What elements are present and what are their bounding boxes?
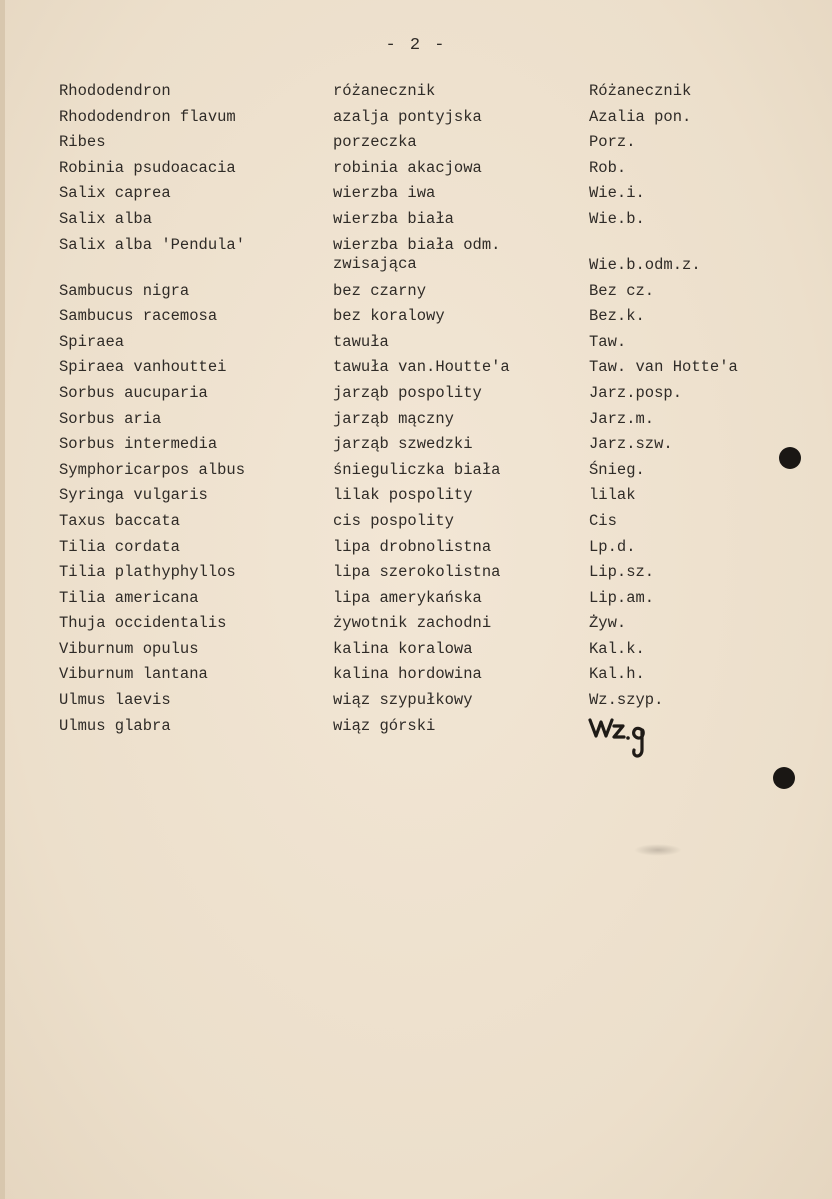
- table-row: [0, 333, 832, 359]
- abbreviation: Różanecznik: [589, 82, 692, 100]
- polish-name: jarząb mączny: [333, 409, 454, 428]
- abbreviation: Jarz.szw.: [589, 435, 673, 454]
- latin-name: Spiraea: [59, 332, 125, 351]
- polish-name: lipa amerykańska: [333, 588, 482, 607]
- latin-name: Taxus baccata: [59, 511, 180, 530]
- polish-name: lipa szerokolistna: [333, 563, 501, 582]
- table-row: [0, 563, 832, 589]
- latin-name: Viburnum lantana: [59, 665, 208, 684]
- polish-name: bez czarny: [333, 281, 427, 300]
- polish-name: wiąz szypułkowy: [333, 691, 473, 710]
- table-row: [0, 665, 832, 691]
- table-row: [0, 410, 832, 436]
- abbreviation: Lip.am.: [589, 588, 655, 607]
- polish-name: bez koralowy: [333, 307, 445, 326]
- abbreviation: Jarz.m.: [589, 409, 655, 428]
- table-row: [0, 435, 832, 461]
- latin-name: Thuja occidentalis: [59, 614, 227, 633]
- abbreviation: Żyw.: [589, 614, 627, 633]
- table-row: [0, 159, 832, 185]
- polish-name: kalina hordowina: [333, 665, 482, 684]
- abbreviation: Lp.d.: [589, 537, 636, 556]
- polish-name-line: wierzba biała odm.: [333, 235, 501, 254]
- table-row: [0, 108, 832, 134]
- latin-name: Sorbus aria: [59, 409, 162, 428]
- table-row: [0, 512, 832, 538]
- latin-name: Rhododendron: [59, 82, 171, 100]
- table-row: [0, 384, 832, 410]
- page-number: - 2 -: [385, 36, 447, 55]
- polish-name: lipa drobnolistna: [333, 537, 492, 556]
- abbreviation: Kal.k.: [589, 639, 645, 658]
- table-row: [0, 82, 832, 108]
- polish-name: porzeczka: [333, 133, 417, 152]
- polish-name: jarząb pospolity: [333, 383, 482, 402]
- table-row: [0, 210, 832, 236]
- table-row: [0, 691, 832, 717]
- polish-name: lilak pospolity: [333, 486, 473, 505]
- polish-name: wierzba biała: [333, 209, 454, 228]
- table-row: [0, 538, 832, 564]
- abbreviation: Wie.b.odm.z.: [589, 255, 701, 274]
- latin-name: Sorbus aucuparia: [59, 383, 208, 402]
- polish-name: żywotnik zachodni: [333, 614, 492, 633]
- table-row: [0, 640, 832, 666]
- table-row: [0, 589, 832, 615]
- latin-name: Ulmus laevis: [59, 691, 171, 710]
- latin-name: Robinia psudoacacia: [59, 158, 236, 177]
- abbreviation: Azalia pon.: [589, 107, 692, 126]
- latin-name: Ribes: [59, 133, 106, 152]
- abbreviation: Wie.i.: [589, 184, 645, 203]
- latin-name: Sambucus racemosa: [59, 307, 218, 326]
- latin-name: Ulmus glabra: [59, 716, 171, 735]
- plant-name-table: [0, 82, 832, 742]
- latin-name: Salix alba 'Pendula': [59, 235, 246, 254]
- abbreviation: Cis: [589, 511, 617, 530]
- latin-name: Spiraea vanhouttei: [59, 358, 227, 377]
- latin-name: Tilia plathyphyllos: [59, 563, 236, 582]
- polish-name: jarząb szwedzki: [333, 435, 473, 454]
- latin-name: Sorbus intermedia: [59, 435, 218, 454]
- table-row: [0, 307, 832, 333]
- handwritten-note: [588, 712, 658, 762]
- table-row: [0, 717, 832, 743]
- table-row: [0, 358, 832, 384]
- polish-name: wiąz górski: [333, 716, 436, 735]
- table-row: [0, 133, 832, 159]
- ink-smudge: [634, 844, 682, 856]
- abbreviation: Śnieg.: [589, 460, 645, 479]
- abbreviation: Wie.b.: [589, 209, 645, 228]
- abbreviation: Bez cz.: [589, 281, 655, 300]
- table-row: [0, 282, 832, 308]
- polish-name: śnieguliczka biała: [333, 460, 501, 479]
- latin-name: Rhododendron flavum: [59, 107, 236, 126]
- polish-name: azalja pontyjska: [333, 107, 482, 126]
- latin-name: Salix alba: [59, 209, 153, 228]
- polish-name: tawuła: [333, 332, 389, 351]
- latin-name: Salix caprea: [59, 184, 171, 203]
- table-row: [0, 461, 832, 487]
- abbreviation: Jarz.posp.: [589, 383, 683, 402]
- abbreviation: Taw. van Hotte'a: [589, 358, 738, 377]
- table-row: [0, 184, 832, 210]
- latin-name: Tilia cordata: [59, 537, 180, 556]
- abbreviation: Kal.h.: [589, 665, 645, 684]
- latin-name: Tilia americana: [59, 588, 199, 607]
- abbreviation: lilak: [589, 486, 636, 505]
- polish-name: kalina koralowa: [333, 639, 473, 658]
- polish-name: robinia akacjowa: [333, 158, 482, 177]
- polish-name: tawuła van.Houtte'a: [333, 358, 510, 377]
- punch-hole: [779, 447, 801, 469]
- table-row: [0, 486, 832, 512]
- abbreviation: Rob.: [589, 158, 627, 177]
- polish-name: [333, 236, 500, 274]
- polish-name: cis pospolity: [333, 511, 454, 530]
- polish-name: różanecznik: [333, 82, 436, 100]
- table-row: [0, 236, 832, 282]
- abbreviation: Wz.szyp.: [589, 691, 664, 710]
- table-row: [0, 614, 832, 640]
- abbreviation: Taw.: [589, 332, 627, 351]
- abbreviation: Bez.k.: [589, 307, 645, 326]
- latin-name: Viburnum opulus: [59, 639, 199, 658]
- polish-name-line: zwisająca: [333, 254, 417, 273]
- polish-name: wierzba iwa: [333, 184, 436, 203]
- abbreviation: Porz.: [589, 133, 636, 152]
- abbreviation: Lip.sz.: [589, 563, 655, 582]
- latin-name: Syringa vulgaris: [59, 486, 208, 505]
- latin-name: Symphoricarpos albus: [59, 460, 246, 479]
- punch-hole: [773, 767, 795, 789]
- latin-name: Sambucus nigra: [59, 281, 190, 300]
